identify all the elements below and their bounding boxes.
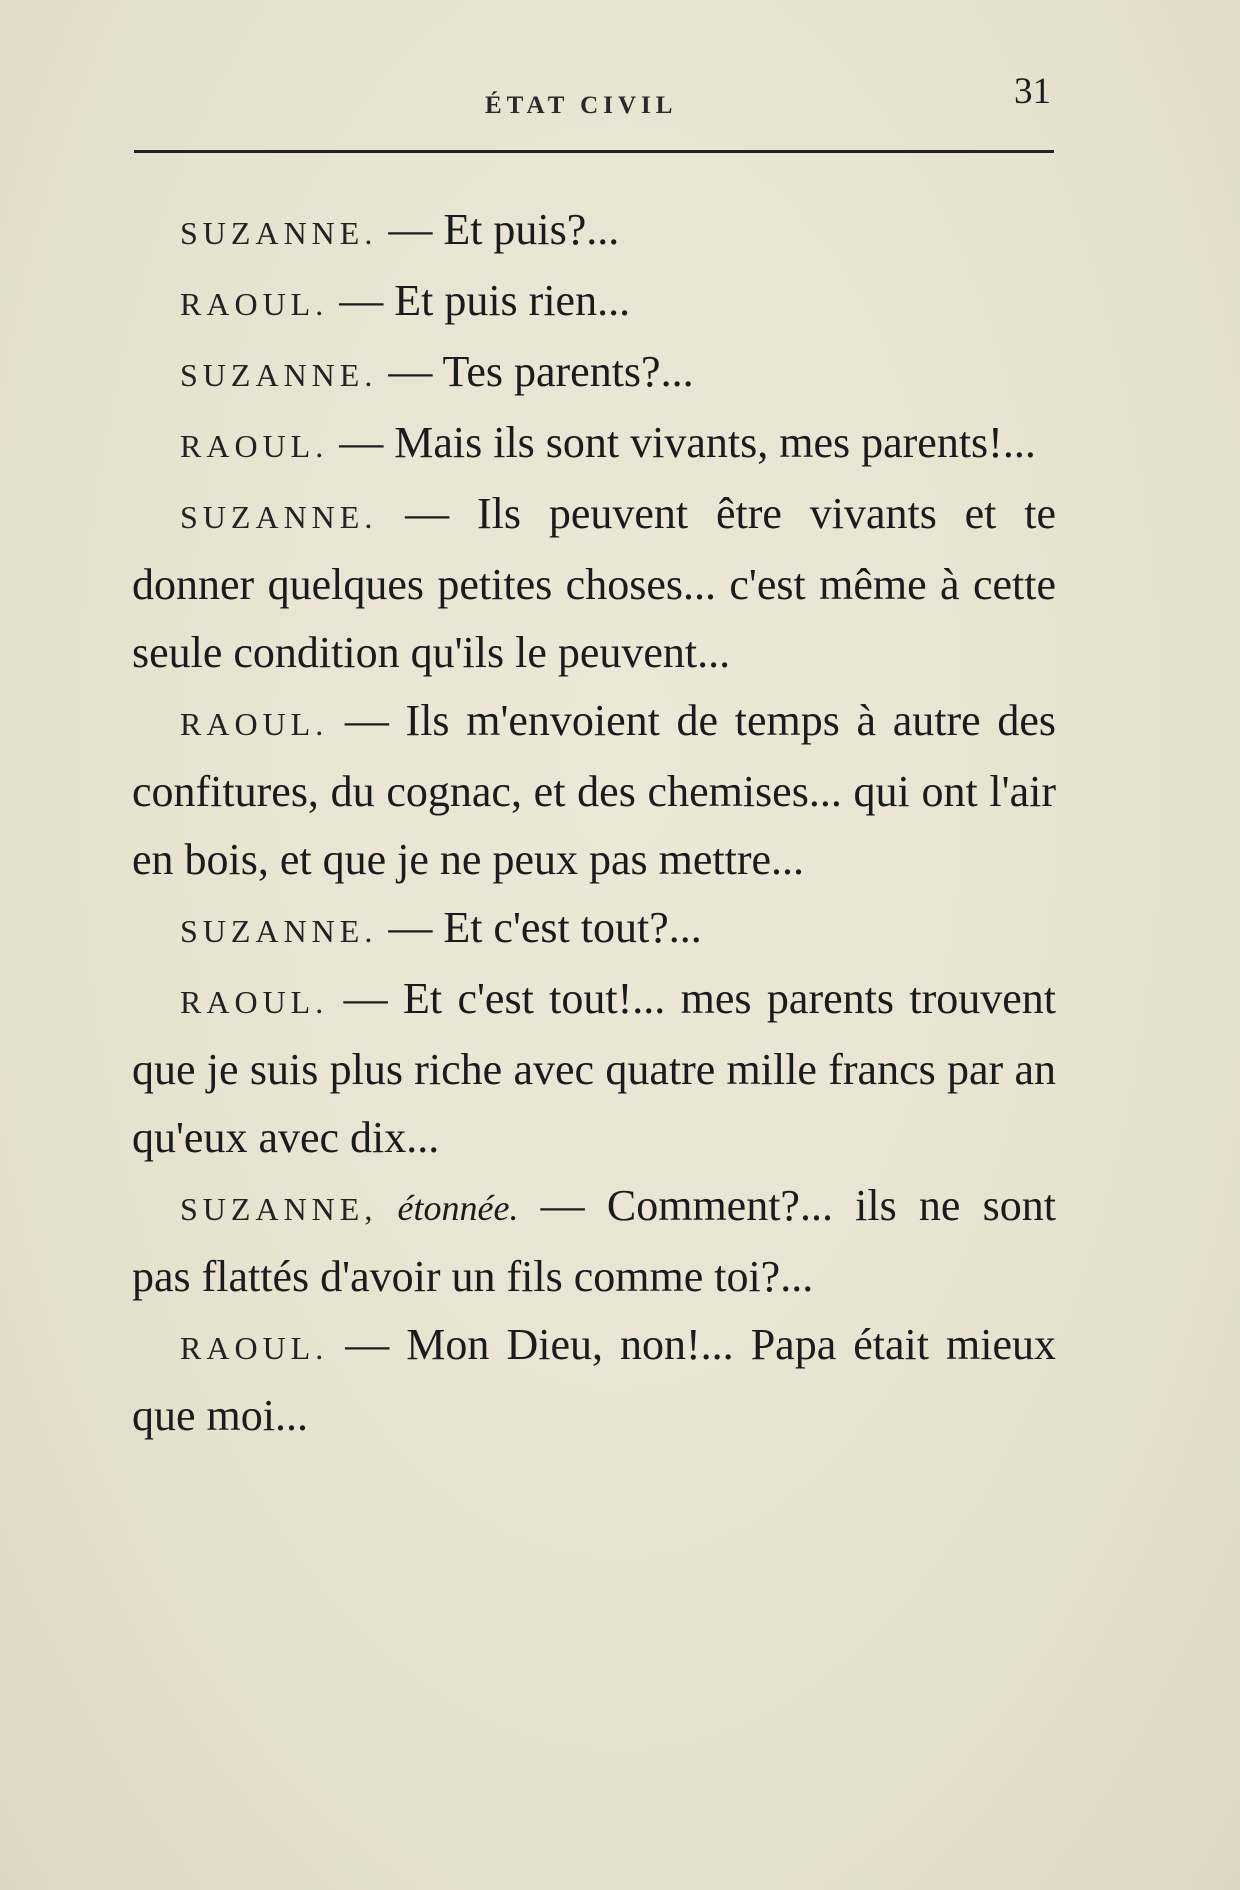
dialogue-text: — Et c'est tout?...	[377, 903, 702, 952]
dialogue-text: — Tes parents?...	[377, 347, 694, 396]
dialogue-body	[132, 196, 1056, 1450]
dialogue-line	[132, 267, 1056, 338]
page-number: 31	[1014, 71, 1051, 112]
running-head-title: ÉTAT CIVIL	[485, 92, 678, 119]
dialogue-line	[132, 687, 1056, 894]
dialogue-line	[132, 196, 1056, 267]
speaker-name: RAOUL.	[180, 286, 329, 322]
dialogue-line	[132, 409, 1056, 480]
dialogue-text: — Mais ils sont vivants, mes parents!...	[328, 418, 1036, 467]
dialogue-line	[132, 965, 1056, 1172]
header-rule	[134, 150, 1054, 153]
speaker-name: RAOUL.	[180, 1330, 329, 1366]
dialogue-text: — Ils peuvent être vivants et te donner quelques petites choses... c'est même à cette seule condition qu'ils le peuvent...	[132, 489, 1056, 677]
dialogue-text: — Et c'est tout!... mes parents trouvent que je suis plus riche avec quatre mille francs par an qu'eux avec dix...	[132, 974, 1056, 1162]
dialogue-line	[132, 1172, 1056, 1311]
dialogue-line	[132, 1311, 1056, 1450]
speaker-name: SUZANNE.	[180, 499, 378, 535]
dialogue-text: — Et puis?...	[377, 205, 620, 254]
speaker-name: SUZANNE.	[180, 357, 378, 393]
speaker-name: SUZANNE.	[180, 215, 378, 251]
dialogue-line	[132, 894, 1056, 965]
speaker-name: RAOUL.	[180, 984, 329, 1020]
dialogue-text: — Ils m'envoient de temps à autre des confitures, du cognac, et des chemises... qui ont l'air en bois, et que je ne peux pas mettre...	[132, 696, 1056, 884]
speaker-name: RAOUL.	[180, 706, 329, 742]
speaker-name: SUZANNE.	[180, 913, 378, 949]
dialogue-line	[132, 338, 1056, 409]
dialogue-text: — Comment?... ils ne sont pas flattés d'avoir un fils comme toi?...	[132, 1181, 1057, 1301]
dialogue-text: — Et puis rien...	[328, 276, 631, 325]
speaker-name: RAOUL.	[180, 428, 329, 464]
speaker-name: SUZANNE,	[180, 1191, 378, 1227]
dialogue-line	[132, 480, 1056, 687]
dialogue-text: — Mon Dieu, non!... Papa était mieux que moi...	[132, 1320, 1056, 1440]
stage-direction: étonnée.	[377, 1188, 519, 1228]
